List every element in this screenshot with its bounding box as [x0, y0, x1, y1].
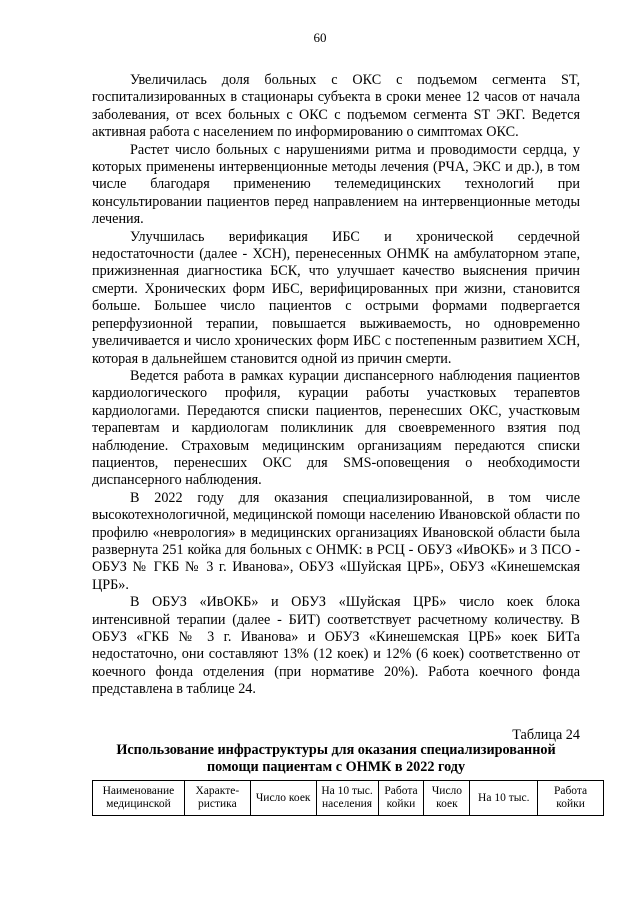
column-header: Характе-ристика	[184, 781, 250, 816]
column-header: Работа койки	[538, 781, 604, 816]
table-label: Таблица 24	[512, 727, 580, 743]
paragraph: Ведется работа в рамках курации диспансерного наблюдения пациентов кардиологического профиля, курации работы участковых терапевтов кардиологами. Передаются списки пациентов, перенесших ОКС, участковым терапевтам и кардиологам поликлиник для своевременного взятия под наблюдение. Страховым медицинским организациям передаются списки пациентов, перенесших ОКС для SMS-оповещения о необходимости диспансерного наблюдения.	[92, 367, 580, 489]
table-header-row	[93, 781, 604, 816]
column-header: Наименование медицинской	[93, 781, 185, 816]
column-header: На 10 тыс.	[470, 781, 538, 816]
infrastructure-table	[92, 780, 604, 816]
column-header: Число коек	[424, 781, 470, 816]
paragraph: Увеличилась доля больных с ОКС с подъемом сегмента ST, госпитализированных в стационары субъекта в сроки менее 12 часов от начала заболевания, от всех больных с ОКС с подъемом сегмента ST ЭКГ. Ведется активная работа с населением по информированию о симптомах ОКС.	[92, 72, 580, 141]
paragraph: Улучшилась верификация ИБС и хронической сердечной недостаточности (далее - ХСН), перенесенных ОНМК на амбулаторном этапе, прижизненная диагностика БСК, что улучшает качество выяснения причин смерти. Хронических форм ИБС, верифицированных при жизни, становится больше. Большее число пациентов с острыми формами подвергается реперфузионной терапии, повышается выживаемость, но одновременно увеличивается и число хронических форм ИБС с постепенным развитием ХСН, которая в дальнейшем становится одной из причин смерти.	[92, 228, 580, 367]
page-number: 60	[313, 30, 327, 45]
column-header: На 10 тыс. населения	[316, 781, 378, 816]
table-title: Использование инфраструктуры для оказания специализированной помощи пациентам с ОНМК в 2022 году	[116, 742, 556, 776]
paragraph: В ОБУЗ «ИвОКБ» и ОБУЗ «Шуйская ЦРБ» число коек блока интенсивной терапии (далее - БИТ) соответствует расчетному количеству. В ОБУЗ «ГКБ № 3 г. Иванова» и ОБУЗ «Кинешемская ЦРБ» коек БИТа недостаточно, они составляют 13% (12 коек) и 12% (6 коек) соответственно от коечного фонда отделения (при нормативе 20%). Работа коечного фонда представлена в таблице 24.	[92, 594, 580, 698]
body-text	[92, 72, 580, 699]
column-header: Число коек	[250, 781, 316, 816]
paragraph: В 2022 году для оказания специализированной, в том числе высокотехнологичной, медицинской помощи населению Ивановской области по профилю «неврология» в медицинских организациях Ивановской области была развернута 251 койка для больных с ОНМК: в РСЦ - ОБУЗ «ИвОКБ» и 3 ПСО - ОБУЗ № ГКБ № 3 г. Иванова», ОБУЗ «Шуйская ЦРБ», ОБУЗ «Кинешемская ЦРБ».	[92, 489, 580, 593]
column-header: Работа койки	[378, 781, 424, 816]
paragraph: Растет число больных с нарушениями ритма и проводимости сердца, у которых применены интервенционные методы лечения (РЧА, ЭКС и др.), в том числе благодаря применению телемедицинских технологий при консультировании пациентов перед направлением на интервенционные методы лечения.	[92, 141, 580, 228]
